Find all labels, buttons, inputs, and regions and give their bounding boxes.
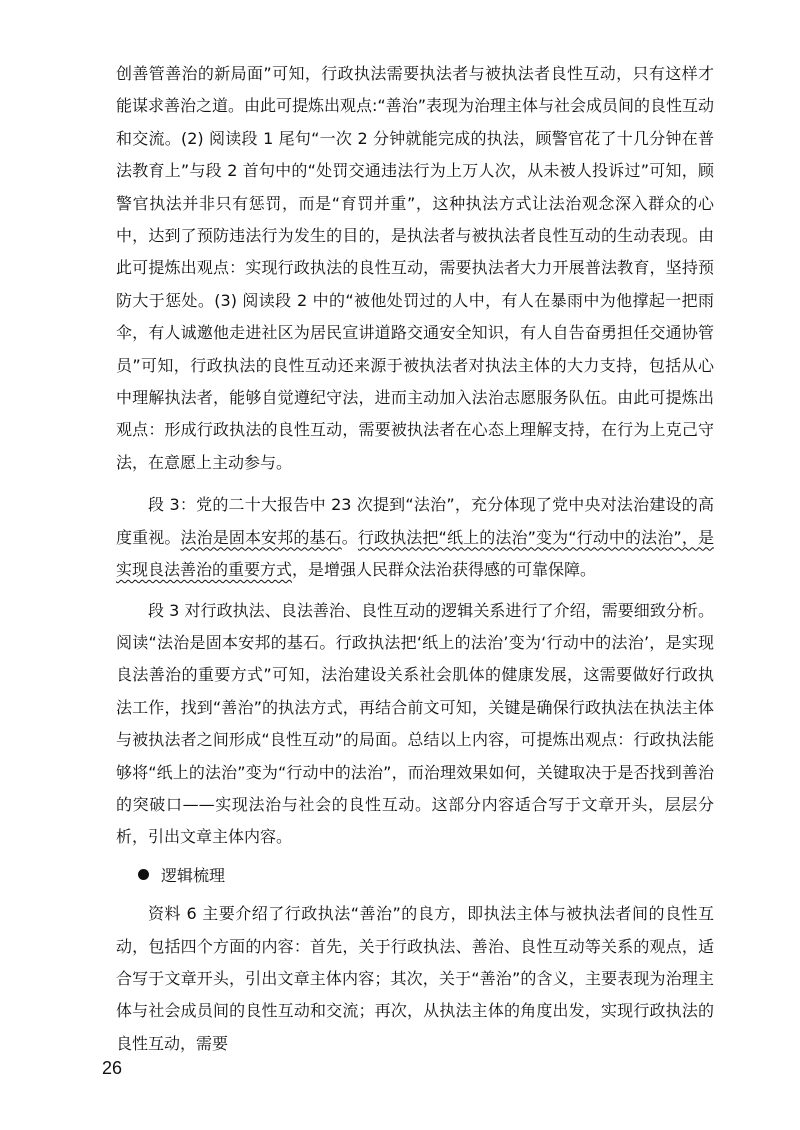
quote-separator: 。	[341, 527, 358, 547]
paragraph-section-3-analysis: 段 3 对行政执法、良法善治、良性互动的逻辑关系进行了介绍，需要细致分析。阅读“法治是固本安邦的基石。行政执法把‘纸上的法治’变为‘行动中的法治’，是实现良法善治的重要方式”可知，法治建设关系社会肌体的健康发展，这需要做好行政执法工作，找到“善治”的执法方式，再结合前文可知，关键是确保行政执法在执法主体与被执法者之间形成“良性互动”的局面。总结以上内容，可提炼出观点：行政执法能够将“纸上的法治”变为“行动中的法治”，而治理效果如何，关键取决于是否找到善治的突破口——实现法治与社会的良性互动。这部分内容适合写于文章开头，层层分析，引出文章主体内容。	[116, 600, 714, 847]
section-heading	[116, 860, 714, 892]
wavy-underline-1: 法治是固本安邦的基石	[180, 527, 342, 547]
quote-tail: ，是增强人民群众法治获得感的可靠保障。	[292, 560, 597, 580]
heading-text: 逻辑梳理	[161, 865, 226, 885]
paragraph-section-3-quote	[116, 489, 714, 586]
bullet-icon	[138, 869, 149, 880]
page-number: 26	[102, 1058, 123, 1078]
paragraph-analysis-continued: 创善管善治的新局面”可知，行政执法需要执法者与被执法者良性互动，只有这样才能谋求善治之道。由此可提炼出观点:“善治”表现为治理主体与社会成员间的良性互动和交流。(2) 阅读段 1 尾句“一次 2 分钟就能完成的执法，顾警官花了十几分钟在普法教育上”与段 2 首句中的“处罚交通违法行为上万人次，从未被人投诉过”可知，顾警官执法并非只有惩罚，而是“育罚并重”，这种执法方式让法治观念深入群众的心中，达到了预防违法行为发生的目的，是执法者与被执法者良性互动的生动表现。由此可提炼出观点：实现行政执法的良性互动，需要执法者大力开展普法教育，坚持预防大于惩处。(3) 阅读段 2 中的“被他处罚过的人中，有人在暴雨中为他撑起一把雨伞，有人诚邀他走进社区为居民宣讲道路交通安全知识，有人自告奋勇担任交通协管员”可知，行政执法的良性互动还来源于被执法者对执法主体的大力支持，包括从心中理解执法者，能够自觉遵纪守法，进而主动加入法治志愿服务队伍。由此可提炼出观点：形成行政执法的良性互动，需要被执法者在心态上理解支持，在行为上克己守法，在意愿上主动参与。	[116, 64, 714, 472]
wavy-underline-2: 行政执法把“纸上的法治”变为“行动中的法治”，是实现良法善治的重要方式	[116, 527, 714, 580]
body-text	[116, 58, 714, 1060]
quote-lead: 段 3：党的二十大报告中 23 次提到“法治”，充分体现了党中央对法治建设的高度重视。	[116, 495, 714, 547]
paragraph-logic-summary: 资料 6 主要介绍了行政执法“善治”的良方，即执法主体与被执法者间的良性互动，包括四个方面的内容：首先，关于行政执法、善治、良性互动等关系的观点，适合写于文章开头，引出文章主体内容；其次，关于“善治”的含义，主要表现为治理主体与社会成员间的良性互动和交流；再次，从执法主体的角度出发，实现行政执法的良性互动，需要	[116, 904, 714, 1053]
